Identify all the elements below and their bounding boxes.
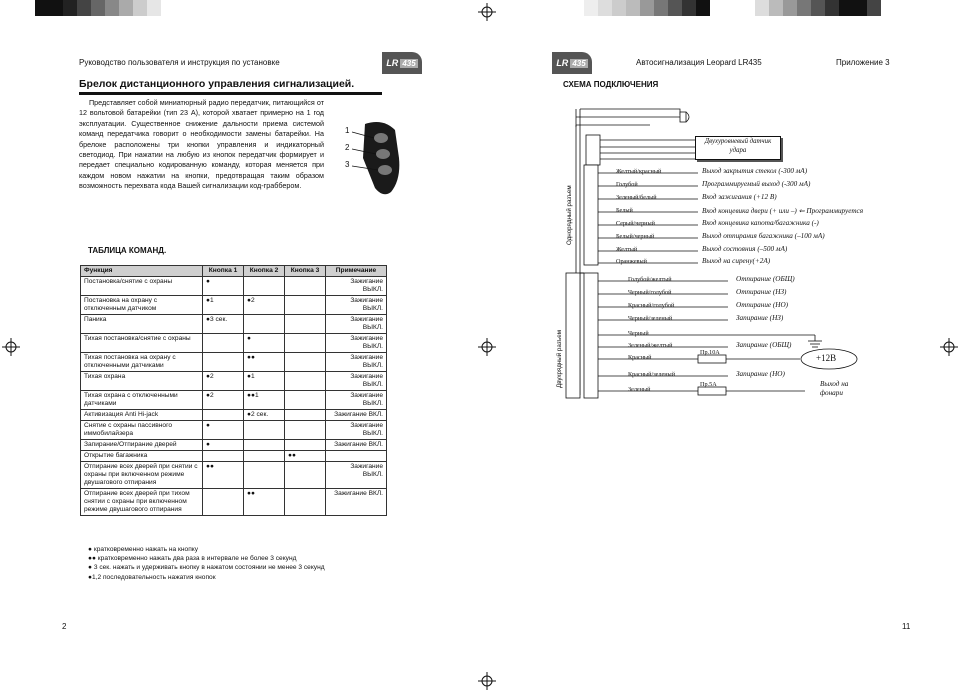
table-cell [244,315,285,334]
legend-item: ●1,2 последовательность нажатия кнопок [88,573,216,581]
wire-color-label: Желтый [616,246,638,253]
table-cell: Зажигание ВЫКЛ. [326,277,387,296]
table-cell: Зажигание ВЫКЛ. [326,391,387,410]
table-cell: Открытие багажника [81,451,203,462]
wire-color-label: Желтый/красный [616,168,662,175]
wire-function-label: Выход на сирену(+2А) [702,257,771,265]
wire-function-label: Запирание (ОБЩ) [736,341,792,349]
table-row [81,334,387,353]
table-cell [285,391,326,410]
table-cell: Отпирание всех дверей при тихом снятии с охраны при включенном режиме двушагового отпирания [81,489,203,516]
table-cell: Зажигание ВКЛ. [326,410,387,421]
table-cell [285,334,326,353]
table-cell [285,462,326,489]
table-cell: Зажигание ВКЛ. [326,440,387,451]
table-cell: ●● [244,353,285,372]
table-cell [203,353,244,372]
wire-function-label: Отпирание (ОБЩ) [736,275,795,283]
wire-color-label: Голубой/желтый [628,276,672,283]
wire-function-label: Вход концевика двери (+ или –) ⇐ Программируется [702,207,864,215]
table-cell [285,489,326,516]
wire-color-label: Белый [616,207,633,214]
power-label: +12В [816,353,837,363]
wire-function-label: Программируемый выход (-300 мА) [702,180,811,188]
registration-mark-center [478,338,496,356]
table-cell [203,451,244,462]
wire-function-label: Вход зажигания (+12 В) [702,193,777,201]
registration-mark-right [940,338,958,356]
table-cell: ●●1 [244,391,285,410]
table-cell: ●2 [244,296,285,315]
table-cell: ●1 [203,296,244,315]
wire-color-label: Красный/зеленый [628,371,676,378]
fuse-icon [698,387,726,395]
wire-function-label: Выход закрытия стекол (-300 мА) [702,167,808,175]
key-fob-illustration [343,118,413,198]
table-row [81,451,387,462]
table-cell: Зажигание ВЫКЛ. [326,372,387,391]
scheme-title: СХЕМА ПОДКЛЮЧЕНИЯ [563,80,659,89]
wire-color-label: Зеленый/белый [616,194,657,201]
table-cell: Зажигание ВЫКЛ. [326,462,387,489]
registration-mark-bottom [478,672,496,690]
legend-item: ● 3 сек. нажать и удерживать кнопку в нажатом состоянии не менее 3 секунд [88,564,325,572]
table-cell: ● [203,277,244,296]
page-title: Брелок дистанционного управления сигнализацией. [79,78,382,95]
table-cell [244,462,285,489]
table-cell: ●3 сек. [203,315,244,334]
wire-function-label: Отпирание (НО) [736,301,789,309]
table-cell: Отпирание всех дверей при снятии с охраны при включенном режиме двушагового отпирания [81,462,203,489]
connector-2-label: Двухрядный разъем [556,330,563,388]
wire-color-label: Зеленый [628,386,651,393]
table-cell [285,410,326,421]
wire-color-label: Черный/зеленый [628,315,673,322]
wire-function-label: Вход концевика капота/багажника (-) [702,219,819,227]
table-cell: Зажигание ВКЛ. [326,489,387,516]
registration-mark-top [478,3,496,21]
right-header-right: Приложение 3 [836,58,890,67]
left-logo: LR 435 [382,52,422,74]
wire-color-label: Черный [628,330,649,337]
wire-function-label: Запирание (НЗ) [736,314,784,322]
table-cell: Зажигание ВЫКЛ. [326,334,387,353]
table-cell: Тихая постановка на охрану с отключенными датчиками [81,353,203,372]
table-cell: Снятие с охраны пассивного иммобилайзера [81,421,203,440]
table-title: ТАБЛИЦА КОМАНД. [88,246,167,255]
wire-color-label: Голубой [616,181,638,188]
right-header-center: Автосигнализация Leopard LR435 [636,58,762,67]
col-header: Кнопка 2 [244,266,285,277]
table-cell [285,421,326,440]
wire-color-label: Красный/голубой [628,302,675,309]
fob-label-2: 2 [345,143,350,152]
fob-label-3: 3 [345,160,350,169]
table-cell: ● [244,334,285,353]
table-row [81,372,387,391]
table-cell: Тихая постановка/снятие с охраны [81,334,203,353]
table-cell: ● [203,421,244,440]
wire-color-label: Черный/голубой [628,289,672,296]
fuse-5a-label: Пр.5А [700,381,717,388]
right-logo: LR 435 [552,52,592,74]
table-cell: Постановка на охрану с отключенным датчиком [81,296,203,315]
col-header: Функция [81,266,203,277]
table-header-row [81,266,387,277]
table-cell: Зажигание ВЫКЛ. [326,353,387,372]
table-cell [285,372,326,391]
table-cell: ●● [244,489,285,516]
table-cell: Зажигание ВЫКЛ. [326,421,387,440]
key-fob-icon [343,118,413,198]
registration-mark-left [2,338,20,356]
table-cell: ●● [285,451,326,462]
wire-color-label: Серый/черный [616,220,655,227]
ground-icon [808,335,822,347]
table-row [81,277,387,296]
legend-item: ●● кратковременно нажать два раза в интервале не более 3 секунд [88,555,297,563]
commands-table [80,265,387,516]
table-cell: Постановка/снятие с охраны [81,277,203,296]
calibration-bar-far-right [755,0,881,16]
table-cell: Тихая охрана [81,372,203,391]
table-cell: Активизация Anti Hi-jack [81,410,203,421]
col-header: Примечание [326,266,387,277]
fob-label-1: 1 [345,126,350,135]
table-row [81,391,387,410]
table-row [81,440,387,451]
table-cell [244,421,285,440]
table-row [81,410,387,421]
table-cell [203,334,244,353]
page-number-right: 11 [902,622,911,631]
page-number-left: 2 [62,622,67,631]
left-header: Руководство пользователя и инструкция по установке [79,58,280,67]
wire-function-label: Выход отпирания багажника (–100 мА) [702,232,825,240]
wire-color-label: Оранжевый [616,258,647,265]
calibration-bar-right [570,0,710,16]
col-header: Кнопка 3 [285,266,326,277]
wire-function-label: Выход состояния (–500 мА) [702,245,788,253]
table-cell: Запирание/Отпирание дверей [81,440,203,451]
wire-function-label: Отпирание (НЗ) [736,288,787,296]
table-legend [88,545,325,582]
table-cell [244,451,285,462]
table-cell: Паника [81,315,203,334]
table-cell [285,277,326,296]
table-cell: ●● [203,462,244,489]
wire-color-label: Зеленый/желтый [628,342,673,349]
wire-color-label: Белый/черный [616,233,655,240]
table-cell: ●2 сек. [244,410,285,421]
table-cell: ●1 [244,372,285,391]
table-cell: ●2 [203,391,244,410]
table-row [81,296,387,315]
fuse-10a-label: Пр.10А [700,349,720,356]
table-cell [203,410,244,421]
table-row [81,315,387,334]
calibration-bar-left [35,0,161,16]
fuse-icon [698,355,726,363]
table-cell: ●2 [203,372,244,391]
lights-output-label: Выход на фонари [820,380,849,397]
led-icon [680,112,686,122]
legend-item: ● кратковременно нажать на кнопку [88,546,199,553]
table-cell [203,489,244,516]
table-row [81,421,387,440]
table-row [81,462,387,489]
table-cell [244,440,285,451]
table-cell [244,277,285,296]
table-cell [285,296,326,315]
connector-1-label: Однорядный разъем [566,185,573,245]
shock-sensor-box: Двухуровневый датчик удара [695,136,781,160]
intro-paragraph: Представляет собой миниатюрный радио передатчик, питающийся от 12 вольтовой батарейки (тип 23 А), которой хватает примерно на 1 год эксплуатации. Существенное снижение дальности приема системой команд передатчика говорит о необходимости замены батарейки. На брелоке расположены три кнопки управления и индикаторный светодиод. При нажатии на любую из кнопок передатчик формирует и передает специально кодированную команду, которая меняется при каждом новом нажатии на кнопки, предотвращая таким образом возможность перехвата кода Вашей сигнализации код-граббером. [79,98,324,191]
table-cell: Зажигание ВЫКЛ. [326,296,387,315]
table-cell [326,451,387,462]
wire-color-label: Красный [628,354,652,361]
wire-function-label: Запирание (НО) [736,370,785,378]
col-header: Кнопка 1 [203,266,244,277]
table-cell: Тихая охрана с отключенными датчиками [81,391,203,410]
table-row [81,353,387,372]
table-cell [285,440,326,451]
table-cell [285,353,326,372]
table-row [81,489,387,516]
table-cell: Зажигание ВЫКЛ. [326,315,387,334]
table-cell [285,315,326,334]
table-cell: ● [203,440,244,451]
